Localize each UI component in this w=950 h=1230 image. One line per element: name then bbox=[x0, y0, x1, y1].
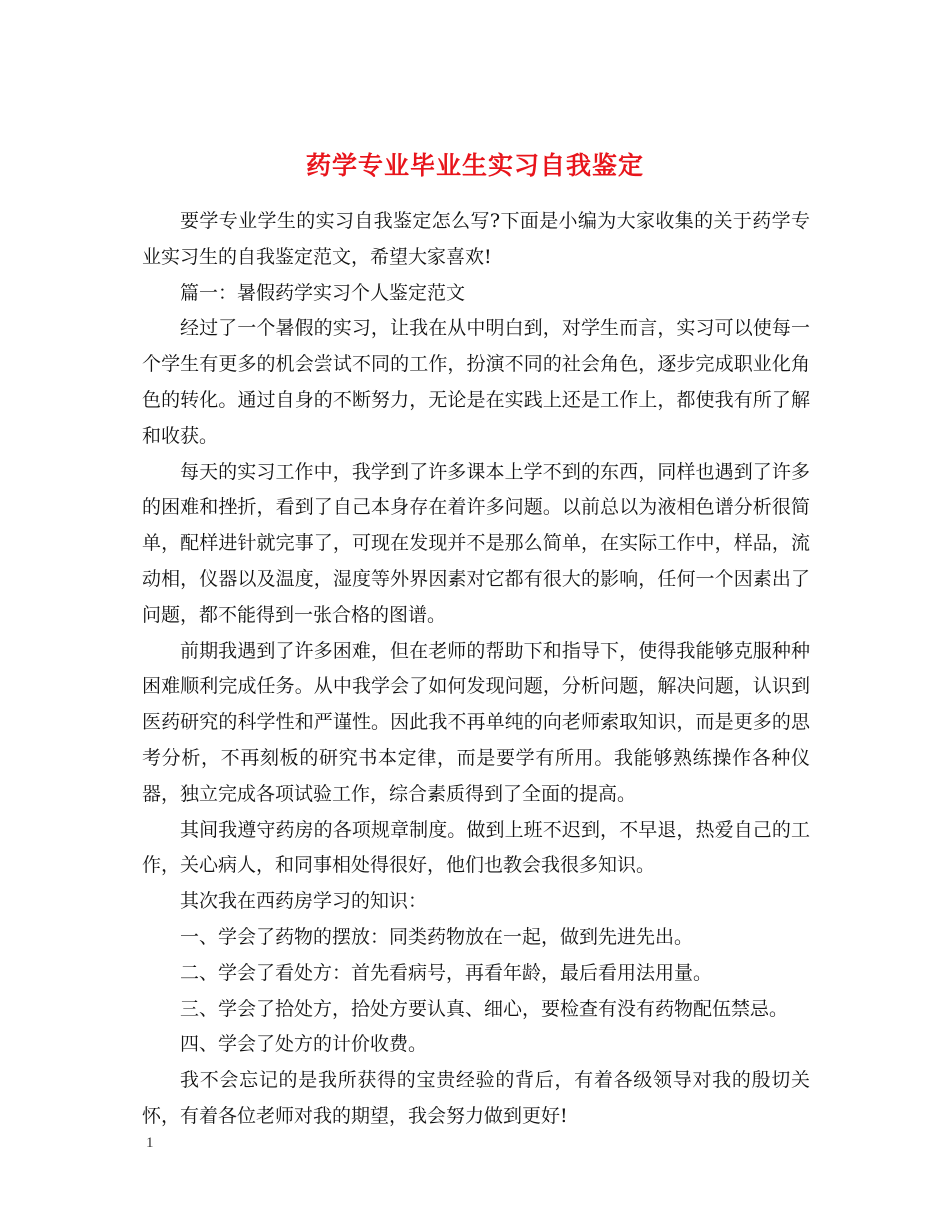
paragraph-2: 每天的实习工作中，我学到了许多课本上学不到的东西，同样也遇到了许多的困难和挫折，看到了自己本身存在着许多问题。以前总以为液相色谱分析很简单，配样进针就完事了，可现在发现并不是那么简单，在实际工作中，样品，流动相，仪器以及温度，湿度等外界因素对它都有很大的影响，任何一个因素出了问题，都不能得到一张合格的图谱。 bbox=[142, 460, 810, 626]
list-item-1: 一、学会了药物的摆放：同类药物放在一起，做到先进先出。 bbox=[180, 925, 694, 948]
page-number: 1 bbox=[146, 1135, 154, 1151]
paragraph-3: 前期我遇到了许多困难，但在老师的帮助下和指导下，使得我能够克服种种困难顺利完成任务。从中我学会了如何发现问题，分析问题，解决问题，认识到医药研究的科学性和严谨性。因此我不再单纯的向老师索取知识，而是更多的思考分析，不再刻板的研究书本定律，而是要学有所用。我能够熟练操作各种仪器，独立完成各项试验工作，综合素质得到了全面的提高。 bbox=[142, 639, 810, 805]
paragraph-list-intro: 其次我在西药房学习的知识： bbox=[180, 890, 428, 913]
paragraph-4: 其间我遵守药房的各项规章制度。做到上班不迟到，不早退，热爱自己的工作，关心病人，和同事相处得很好，他们也教会我很多知识。 bbox=[142, 818, 810, 877]
document-body bbox=[142, 204, 810, 1135]
paragraph-closing: 我不会忘记的是我所获得的宝贵经验的背后，有着各级领导对我的殷切关怀，有着各位老师对我的期望，我会努力做到更好! bbox=[142, 1069, 810, 1127]
list-item-4: 四、学会了处方的计价收费。 bbox=[180, 1033, 428, 1056]
document-title: 药学专业毕业生实习自我鉴定 bbox=[305, 150, 644, 180]
paragraph-intro: 要学专业学生的实习自我鉴定怎么写?下面是小编为大家收集的关于药学专业实习生的自我鉴定范文，希望大家喜欢! bbox=[142, 210, 810, 268]
paragraph-1: 经过了一个暑假的实习，让我在从中明白到，对学生而言，实习可以使每一个学生有更多的机会尝试不同的工作，扮演不同的社会角色，逐步完成职业化角色的转化。通过自身的不断努力，无论是在实践上还是工作上，都使我有所了解和收获。 bbox=[142, 317, 810, 447]
list-item-2: 二、学会了看处方：首先看病号，再看年龄，最后看用法用量。 bbox=[180, 961, 713, 984]
list-item-3: 三、学会了拾处方，拾处方要认真、细心，要检查有没有药物配伍禁忌。 bbox=[180, 997, 789, 1020]
paragraph-section-heading: 篇一：暑假药学实习个人鉴定范文 bbox=[180, 281, 466, 304]
